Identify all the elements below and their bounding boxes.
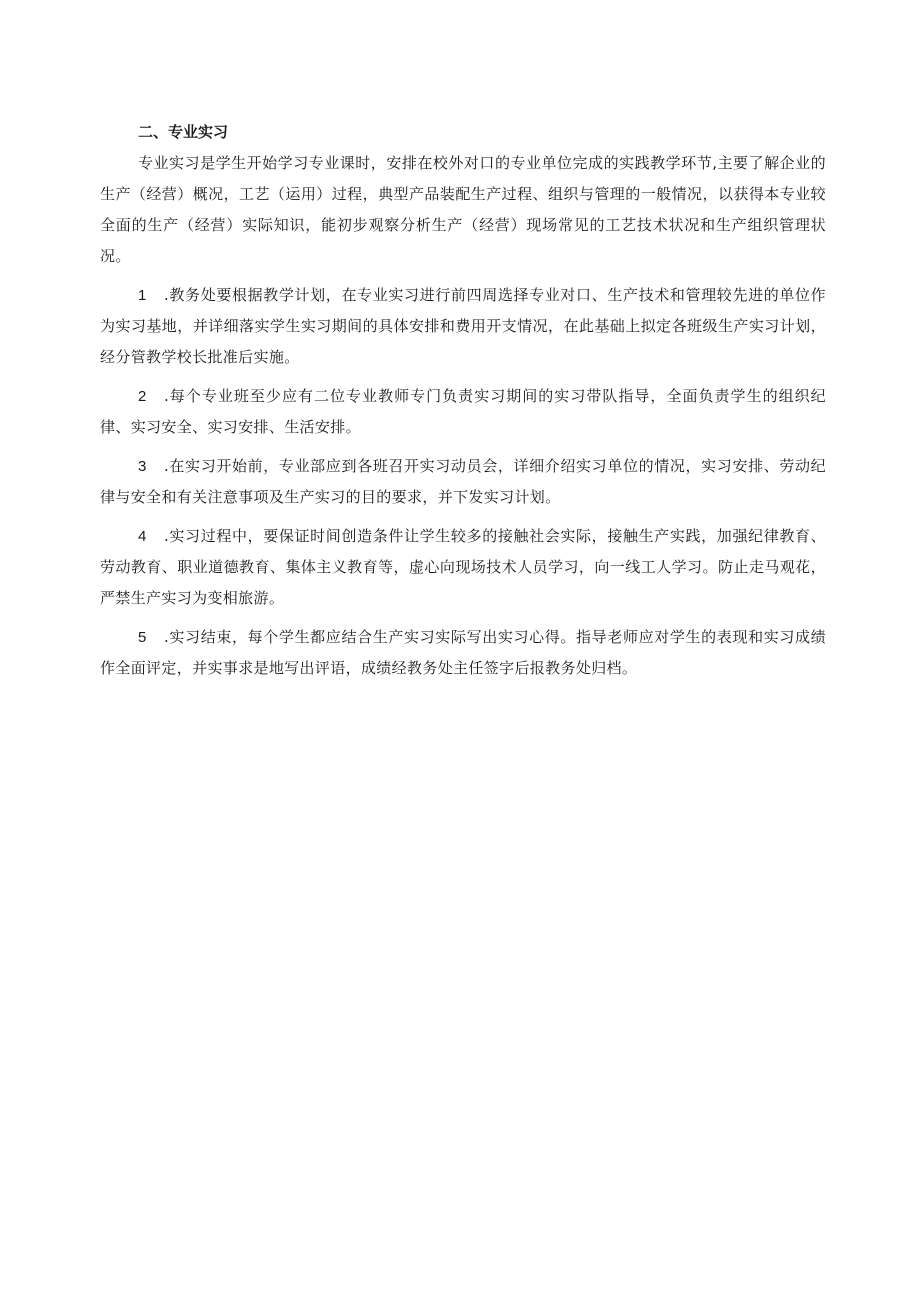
item-number: 4 — [138, 528, 147, 545]
item-text: .在实习开始前，专业部应到各班召开实习动员会，详细介绍实习单位的情况，实习安排、劳动纪律与安全和有关注意事项及生产实习的目的要求，并下发实习计划。 — [100, 457, 826, 506]
list-item — [100, 622, 826, 684]
item-text: .每个专业班至少应有二位专业教师专门负责实习期间的实习带队指导，全面负责学生的组织纪律、实习安全、实习安排、生活安排。 — [100, 387, 826, 436]
item-text: .实习过程中，要保证时间创造条件让学生较多的接触社会实际，接触生产实践，加强纪律教育、劳动教育、职业道德教育、集体主义教育等，虚心向现场技术人员学习，向一线工人学习。防止走马观花，严禁生产实习为变相旅游。 — [100, 527, 826, 607]
list-item — [100, 381, 826, 443]
section-heading: 二、专业实习 — [138, 123, 229, 141]
intro-paragraph: 专业实习是学生开始学习专业课时，安排在校外对口的专业单位完成的实践教学环节,主要了解企业的生产（经营）概况，工艺（运用）过程，典型产品装配生产过程、组织与管理的一般情况，以获得本专业较全面的生产（经营）实际知识，能初步观察分析生产（经营）现场常见的工艺技术状况和生产组织管理状况。 — [100, 154, 826, 265]
item-text: .教务处要根据教学计划，在专业实习进行前四周选择专业对口、生产技术和管理较先进的单位作为实习基地，并详细落实学生实习期间的具体安排和费用开支情况，在此基础上拟定各班级生产实习计划，经分管教学校长批准后实施。 — [100, 286, 826, 366]
list-item — [100, 280, 826, 373]
item-number: 1 — [138, 287, 147, 304]
item-number: 2 — [138, 388, 147, 405]
item-number: 3 — [138, 458, 147, 475]
list-item — [100, 451, 826, 513]
document-body — [100, 117, 826, 692]
item-text: .实习结束，每个学生都应结合生产实习实际写出实习心得。指导老师应对学生的表现和实习成绩作全面评定，并实事求是地写出评语，成绩经教务处主任签字后报教务处归档。 — [100, 628, 826, 677]
list-item — [100, 521, 826, 614]
item-number: 5 — [138, 629, 147, 646]
